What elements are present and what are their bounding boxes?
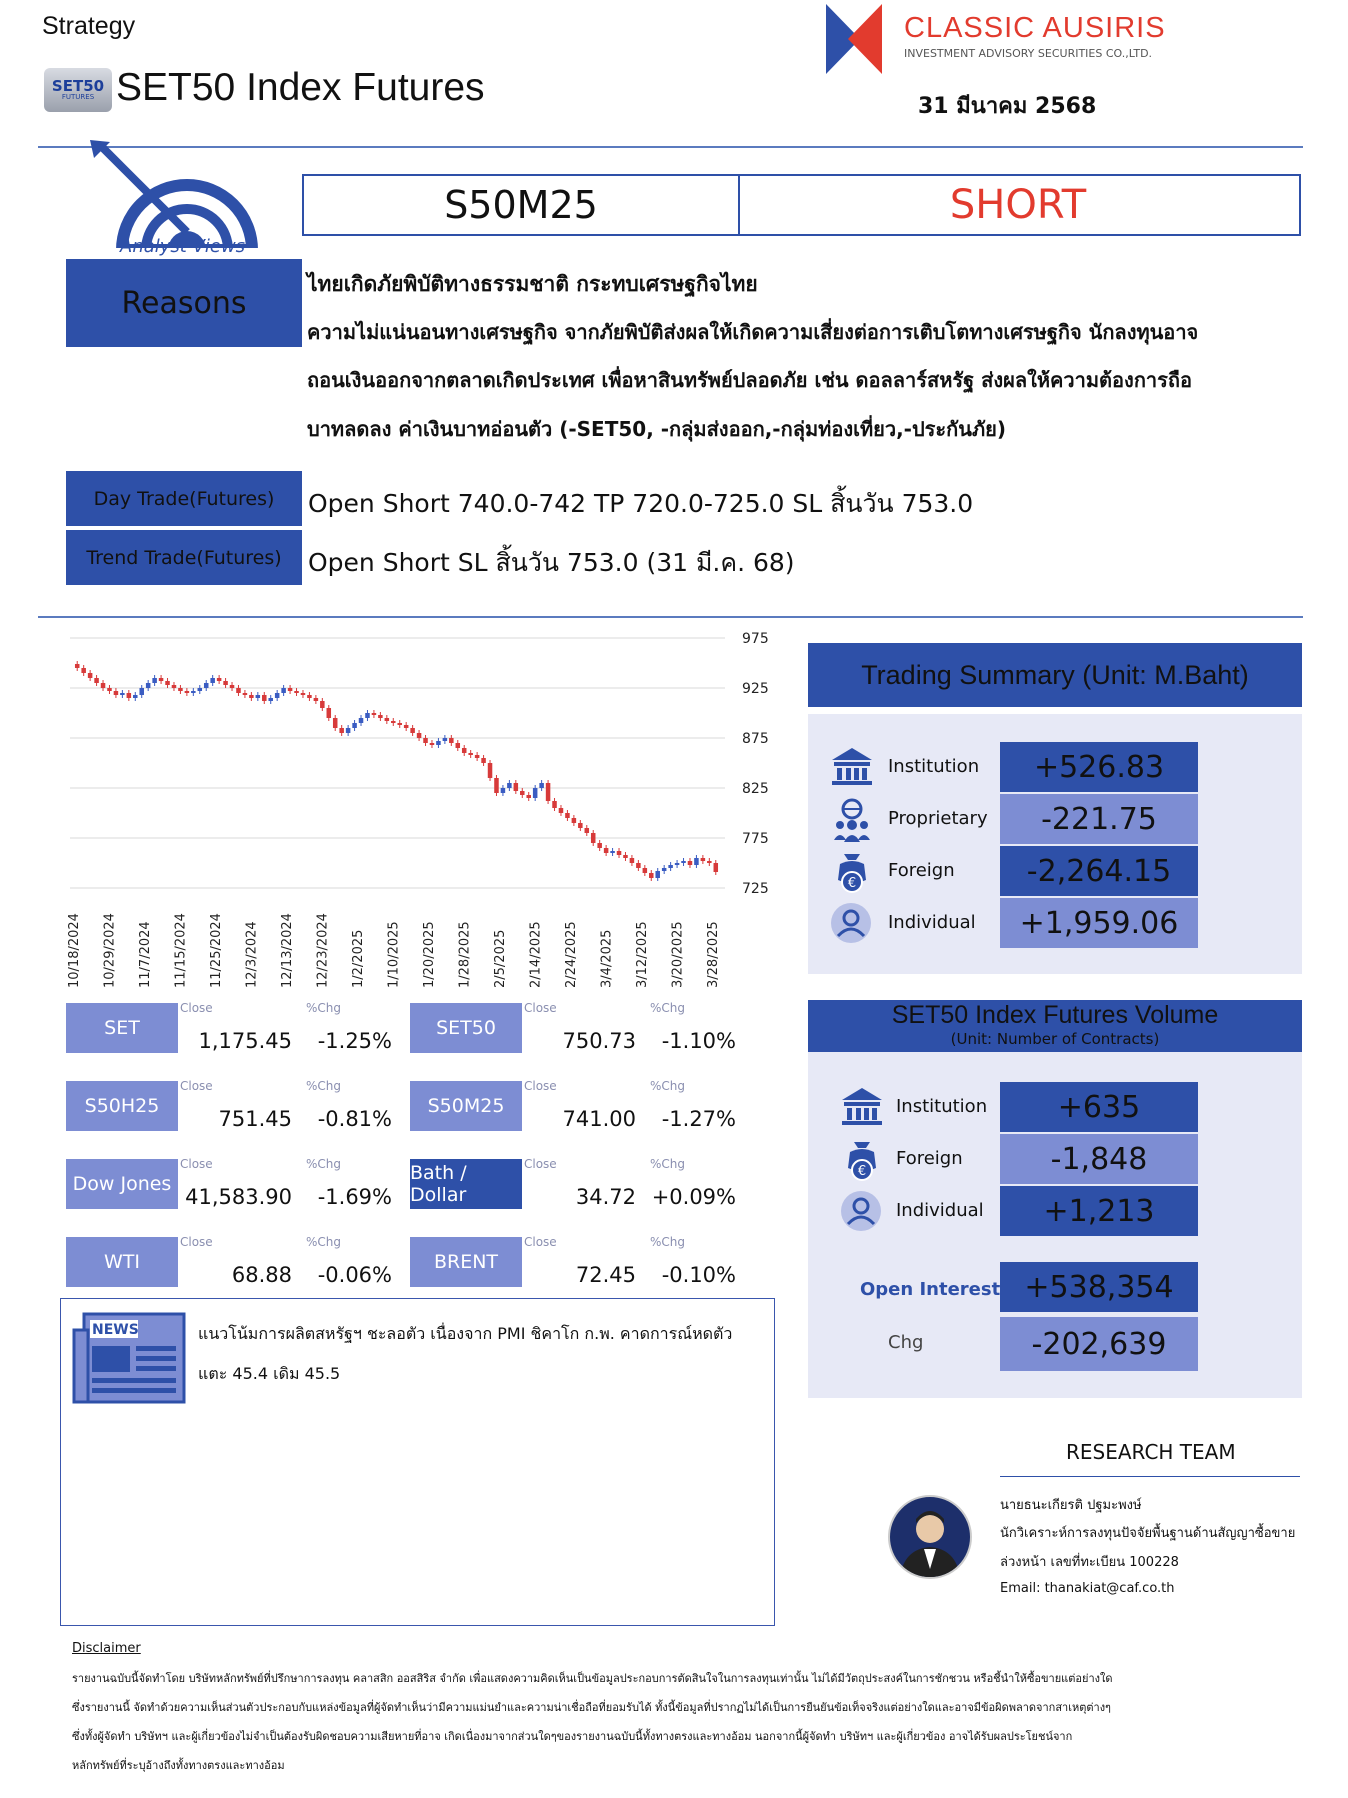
candle-body (178, 688, 183, 691)
reasons-line-1: ความไม่แน่นอนทางเศรษฐกิจ จากภัยพิบัติส่งผลให้เกิดความเสี่ยงต่อการเติบโตทางเศรษฐกิจ นักลงทุนอาจ (307, 320, 1199, 344)
candle-body (159, 678, 164, 681)
candle-body (268, 698, 273, 701)
candle-body (327, 708, 332, 718)
candle-body (346, 728, 351, 733)
ticker-label (66, 1159, 178, 1209)
ticker-label (66, 1237, 178, 1287)
reasons-label-text: Reasons (121, 285, 247, 321)
bank-icon (830, 746, 870, 786)
globe-people-icon (830, 798, 870, 838)
candle-body (436, 741, 441, 745)
ticker-label (66, 1081, 178, 1131)
summary-row-value (1000, 1082, 1198, 1132)
candle-body (707, 861, 712, 863)
candle-body (636, 863, 641, 868)
candle-body (430, 743, 435, 745)
reasons-line-2: ถอนเงินออกจากตลาดเกิดประเทศ เพื่อหาสินทรัพย์ปลอดภัย เช่น ดอลลาร์สหรัฐ ส่งผลให้ความต้องการถือ (307, 368, 1193, 392)
candle-body (578, 823, 583, 828)
reasons-line-3: บาทลดลง ค่าเงินบาทอ่อนตัว (-SET50, -กลุ่มส่งออก,-กลุ่มท่องเที่ยว,-ประกันภัย) (307, 417, 1006, 441)
ticker-label (66, 1003, 178, 1053)
chg-value: -0.81% (317, 1107, 392, 1131)
candle-body (288, 688, 293, 691)
candle-body (526, 795, 531, 798)
candle-body (701, 858, 706, 861)
chg-caption: %Chg (650, 1235, 686, 1249)
ticker-label (410, 1237, 522, 1287)
candle-body (681, 861, 686, 863)
candle-body (107, 688, 112, 691)
candle-body (604, 848, 609, 853)
candle-body (443, 738, 448, 741)
chg-value: -0.06% (317, 1263, 392, 1287)
price-chart-svg (60, 628, 780, 998)
y-tick-label: 825 (742, 781, 769, 797)
candle-body (462, 748, 467, 753)
trend-trade-label (66, 530, 302, 585)
candle-body (114, 691, 119, 695)
brand-subtitle: INVESTMENT ADVISORY SECURITIES CO.,LTD. (904, 47, 1153, 60)
candle-body (275, 693, 280, 698)
candle-body (81, 668, 86, 673)
x-tick-label: 2/24/2025 (564, 921, 579, 988)
candle-body (694, 858, 699, 865)
x-tick-label: 12/3/2024 (244, 921, 260, 988)
x-tick-label: 1/28/2025 (457, 921, 473, 988)
badge-text: SET50 (51, 77, 105, 95)
candle-body (514, 783, 519, 791)
x-tick-label: 10/18/2024 (67, 913, 82, 988)
brand-name: CLASSIC AUSIRIS (904, 12, 1166, 44)
set50-badge (44, 68, 112, 112)
candle-body (546, 783, 551, 801)
ticker-label (410, 1159, 522, 1209)
money-bag-icon (830, 850, 870, 890)
close-caption: Close (180, 1079, 213, 1093)
summary-row-value (1000, 846, 1198, 896)
day-trade-text: Open Short 740.0-742 TP 720.0-725.0 SL สิ้นวัน 753.0 (308, 489, 974, 518)
analyst-email: Email: thanakiat@caf.co.th (1000, 1581, 1175, 1596)
close-caption: Close (524, 1157, 557, 1171)
candle-body (585, 828, 590, 833)
page-title: SET50 Index Futures (116, 66, 485, 109)
trading-summary-title: Trading Summary (Unit: M.Baht) (861, 659, 1249, 690)
trend-trade-label-text: Trend Trade(Futures) (86, 546, 282, 569)
x-tick-label: 3/4/2025 (599, 929, 615, 988)
candle-body (617, 851, 622, 855)
candle-body (75, 664, 80, 668)
chg-caption: %Chg (306, 1235, 342, 1249)
candle-body (165, 681, 170, 685)
day-trade-label-text: Day Trade(Futures) (93, 487, 275, 510)
y-tick-label: 925 (742, 681, 769, 697)
candle-body (262, 695, 267, 701)
close-caption: Close (524, 1001, 557, 1015)
chg-value: +0.09% (651, 1185, 736, 1209)
candle-body (559, 808, 564, 813)
candle-body (378, 715, 383, 718)
close-value: 68.88 (231, 1263, 292, 1287)
bank-icon (840, 1086, 880, 1126)
candle-body (230, 685, 235, 688)
candle-body (127, 693, 132, 698)
summary-row-label: Foreign (888, 860, 955, 881)
close-value: 751.45 (218, 1107, 292, 1131)
summary-row-value-text: -2,264.15 (1026, 853, 1172, 889)
candle-body (359, 718, 364, 723)
open-interest-value (1000, 1262, 1198, 1312)
candle-body (591, 833, 596, 843)
candle-body (204, 683, 209, 688)
ticker-name: S50H25 (84, 1095, 160, 1117)
candle-body (610, 851, 615, 853)
candle-body (320, 701, 325, 708)
candle-body (507, 783, 512, 788)
candle-body (301, 693, 306, 695)
summary-row-label: Institution (896, 1096, 988, 1117)
analyst-avatar (888, 1495, 972, 1579)
candle-body (185, 691, 190, 693)
ticker-label (410, 1081, 522, 1131)
close-caption: Close (180, 1235, 213, 1249)
summary-row-label: Proprietary (888, 808, 988, 829)
reasons-headline: ไทยเกิดภัยพิบัติทางธรรมชาติ กระทบเศรษฐกิจไทย (307, 272, 758, 296)
candle-body (236, 688, 241, 693)
chg-caption: %Chg (650, 1001, 686, 1015)
contract-code: S50M25 (444, 183, 598, 227)
candle-body (565, 813, 570, 818)
news-line-1: แนวโน้มการผลิตสหรัฐฯ ชะลอตัว เนื่องจาก PMI ชิคาโก ก.พ. คาดการณ์หดตัว (198, 1324, 733, 1343)
candle-body (210, 678, 215, 683)
chg-value: -1.10% (661, 1029, 736, 1053)
disclaimer-title: Disclaimer (72, 1641, 141, 1656)
candle-body (456, 743, 461, 748)
candle-body (249, 695, 254, 698)
summary-row-value-text: -221.75 (1041, 801, 1157, 837)
candle-body (488, 763, 493, 778)
candle-body (475, 755, 480, 758)
news-line-2: แตะ 45.4 เดิม 45.5 (198, 1364, 341, 1383)
analyst-role-2: ล่วงหน้า เลขที่ทะเบียน 100228 (1000, 1555, 1179, 1570)
chg-value: -1.27% (661, 1107, 736, 1131)
candle-body (133, 695, 138, 698)
trend-trade-text: Open Short SL สิ้นวัน 753.0 (31 มี.ค. 68) (308, 548, 795, 577)
x-tick-label: 3/12/2025 (635, 921, 650, 988)
analyst-name: นายธนะเกียรติ ปฐมะพงษ์ (1000, 1498, 1142, 1513)
x-tick-label: 11/25/2024 (209, 913, 224, 988)
futures-volume-title: SET50 Index Futures Volume (891, 1001, 1219, 1029)
summary-row-label: Foreign (896, 1148, 963, 1169)
chg-value: -0.10% (661, 1263, 736, 1287)
section-divider (38, 616, 1303, 618)
svg-text:€: € (847, 876, 857, 891)
candle-body (539, 783, 544, 788)
y-tick-label: 975 (742, 631, 769, 647)
candle-body (256, 695, 261, 698)
candle-body (391, 721, 396, 723)
close-value: 41,583.90 (185, 1185, 292, 1209)
oi-change-value (1000, 1317, 1198, 1371)
x-tick-label: 12/23/2024 (315, 913, 331, 988)
x-tick-label: 3/28/2025 (706, 921, 721, 988)
disclaimer-line-3: ซึ่งทั้งผู้จัดทำ บริษัทฯ และผู้เกี่ยวข้องไม่จำเป็นต้องรับผิดชอบความเสียหายที่อาจ เกิดเนื่องมาจากส่วนใดๆของรายงานฉบับนี้ทั้งทางตรงและทางอ้อม นอกจากนี้ผู้จัดทำ บริษัทฯ และผู้เกี่ยวข้อง อาจได้รับผลประโยชน์จาก (72, 1730, 1073, 1743)
candle-body (172, 685, 177, 688)
chg-caption: %Chg (306, 1001, 342, 1015)
x-tick-label: 10/29/2024 (102, 913, 118, 988)
summary-row-value-text: +635 (1057, 1089, 1141, 1125)
chg-caption: %Chg (650, 1157, 686, 1171)
price-chart (60, 628, 780, 998)
x-tick-label: 1/2/2025 (351, 929, 366, 988)
x-tick-label: 2/5/2025 (493, 929, 508, 988)
close-caption: Close (180, 1157, 213, 1171)
candle-body (94, 678, 99, 683)
candle-body (623, 855, 628, 858)
candle-body (649, 873, 654, 878)
summary-row-value-text: +1,959.06 (1019, 905, 1179, 941)
candle-body (668, 865, 673, 868)
close-caption: Close (180, 1001, 213, 1015)
candle-body (481, 758, 486, 763)
strategy-label: Strategy (42, 12, 136, 40)
candle-body (404, 725, 409, 728)
summary-row-label: Institution (888, 756, 980, 777)
oi-change-label: Chg (888, 1332, 924, 1353)
summary-row-value-text: +526.83 (1033, 749, 1165, 785)
ticker-name: SET (104, 1017, 140, 1039)
candle-body (88, 673, 93, 678)
disclaimer-line-2: ซึ่งรายงานนี้ จัดทำด้วยความเห็นส่วนตัวประกอบกับแหล่งข้อมูลที่ผู้จัดทำเห็นว่ามีความแม่นยำและความน่าเชื่อถือที่ยอมรับได้ ทั้งนี้ข้อมูลที่ปรากฏไม่ได้เป็นการยืนยันข้อเท็จจริงแต่อย่างใดและอาจมีข้อผิดพลาดจากสาเหตุต่างๆ (72, 1701, 1111, 1714)
candle-body (314, 698, 319, 701)
ticker-name: Dow Jones (72, 1173, 172, 1195)
close-value: 741.00 (562, 1107, 636, 1131)
close-caption: Close (524, 1235, 557, 1249)
chg-caption: %Chg (306, 1157, 342, 1171)
summary-row-value (1000, 1186, 1198, 1236)
candle-body (423, 738, 428, 743)
candle-body (139, 688, 144, 695)
chg-caption: %Chg (650, 1079, 686, 1093)
candle-body (352, 723, 357, 728)
candle-body (643, 868, 648, 873)
analyst-role-1: นักวิเคราะห์การลงทุนปัจจัยพื้นฐานด้านสัญญาซื้อขาย (1000, 1526, 1296, 1541)
news-badge: NEWS (92, 1322, 139, 1338)
candle-body (410, 728, 415, 733)
candle-body (655, 871, 660, 878)
candle-body (572, 818, 577, 823)
brand-logo (826, 4, 882, 74)
person-icon (830, 902, 870, 942)
x-tick-label: 2/14/2025 (528, 921, 544, 988)
svg-text:€: € (857, 1164, 867, 1179)
candle-body (333, 718, 338, 728)
summary-row-value (1000, 898, 1198, 948)
open-interest-label: Open Interest (860, 1279, 1001, 1300)
candle-body (501, 788, 506, 793)
summary-row-value-text: -1,848 (1050, 1141, 1148, 1177)
badge-sub: FUTURES (61, 93, 95, 101)
candle-body (146, 683, 151, 688)
contract-box (302, 174, 740, 236)
candle-body (397, 723, 402, 725)
candle-body (120, 693, 125, 695)
candle-body (449, 738, 454, 743)
position-box (737, 174, 1301, 236)
candle-body (294, 691, 299, 693)
x-tick-label: 11/7/2024 (138, 921, 153, 988)
candle-body (662, 868, 667, 871)
close-value: 750.73 (562, 1029, 636, 1053)
futures-volume-subtitle: (Unit: Number of Contracts) (950, 1030, 1160, 1048)
chg-caption: %Chg (306, 1079, 342, 1093)
close-value: 72.45 (575, 1263, 636, 1287)
summary-row-label: Individual (896, 1200, 984, 1221)
ticker-name: S50M25 (427, 1095, 505, 1117)
candle-body (372, 713, 377, 715)
ticker-label (410, 1003, 522, 1053)
ticker-name: WTI (104, 1251, 140, 1273)
candle-body (243, 693, 248, 695)
x-tick-label: 11/15/2024 (173, 913, 189, 988)
oi-change-value-text: -202,639 (1031, 1326, 1167, 1362)
candle-body (675, 863, 680, 865)
person-icon (840, 1190, 880, 1230)
disclaimer-line-1: รายงานฉบับนี้จัดทำโดย บริษัทหลักทรัพย์ที่ปรึกษาการลงทุน คลาสสิก ออสสิริส จำกัด เพื่อแสดงความคิดเห็นเป็นข้อมูลประกอบการตัดสินใจในการลงทุนเท่านั้น ไม่ได้มีวัตถุประสงค์ในการชักชวน หรือชี้นำให้ซื้อขายแต่อย่างใด (72, 1672, 1113, 1685)
brand-logo-mark (826, 4, 882, 74)
candle-body (468, 753, 473, 755)
summary-row-label: Individual (888, 912, 976, 933)
candle-body (533, 788, 538, 798)
ticker-name: BRENT (433, 1251, 499, 1273)
analyst-views-label: Analyst Views (120, 236, 246, 257)
candle-body (520, 791, 525, 795)
money-bag-icon (840, 1138, 880, 1178)
candle-body (688, 861, 693, 865)
candle-body (198, 688, 203, 691)
summary-row-value-text: +1,213 (1043, 1193, 1155, 1229)
trading-summary-header (808, 643, 1302, 707)
x-tick-label: 1/10/2025 (386, 921, 402, 988)
candle-body (552, 801, 557, 808)
y-tick-label: 875 (742, 731, 769, 747)
futures-volume-header (808, 1000, 1302, 1052)
candle-body (223, 681, 228, 685)
summary-row-value (1000, 794, 1198, 844)
ticker-name: Bath / Dollar (410, 1162, 467, 1206)
summary-row-value (1000, 742, 1198, 792)
y-tick-label: 725 (742, 881, 769, 897)
candle-body (494, 778, 499, 793)
candle-body (339, 728, 344, 733)
candle-body (101, 683, 106, 688)
x-tick-label: 12/13/2024 (280, 913, 295, 988)
candle-body (217, 678, 222, 681)
candle-body (281, 688, 286, 693)
candle-body (417, 733, 422, 738)
disclaimer-line-4: หลักทรัพย์ที่ระบุอ้างถึงทั้งทางตรงและทางอ้อม (72, 1759, 285, 1772)
close-value: 34.72 (575, 1185, 636, 1209)
candle-body (191, 691, 196, 693)
chg-value: -1.69% (317, 1185, 392, 1209)
candle-body (152, 678, 157, 683)
reasons-label (66, 259, 302, 347)
x-tick-label: 1/20/2025 (422, 921, 437, 988)
x-tick-label: 3/20/2025 (670, 921, 686, 988)
ticker-name: SET50 (436, 1017, 496, 1039)
close-caption: Close (524, 1079, 557, 1093)
close-value: 1,175.45 (198, 1029, 292, 1053)
candle-body (714, 863, 719, 872)
position-signal: SHORT (949, 182, 1087, 228)
open-interest-value-text: +538,354 (1024, 1269, 1174, 1305)
summary-row-value (1000, 1134, 1198, 1184)
candle-body (597, 843, 602, 848)
candle-body (630, 858, 635, 863)
research-team-title: RESEARCH TEAM (1066, 1440, 1236, 1464)
candle-body (385, 718, 390, 721)
report-date: 31 มีนาคม 2568 (918, 94, 1097, 119)
candle-body (307, 695, 312, 698)
candle-body (365, 713, 370, 718)
chg-value: -1.25% (317, 1029, 392, 1053)
day-trade-label (66, 471, 302, 526)
research-divider (1000, 1476, 1300, 1477)
y-tick-label: 775 (742, 831, 769, 847)
